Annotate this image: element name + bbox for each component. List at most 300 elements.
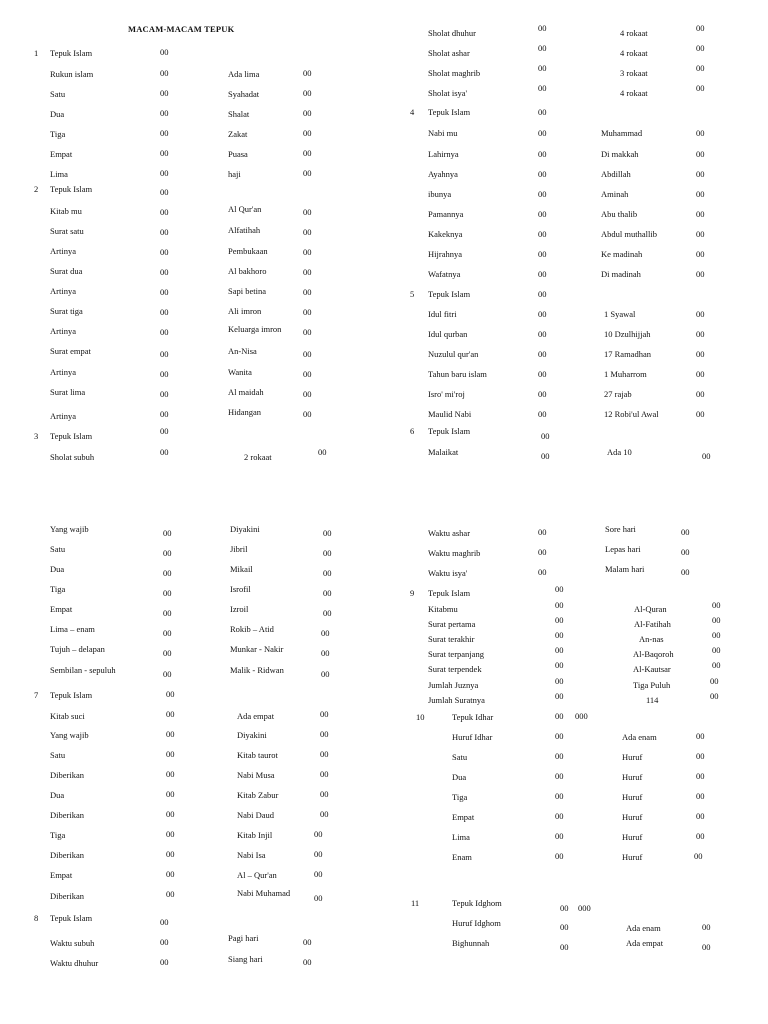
s8-text: 00 [303, 957, 312, 967]
s3-text: Sholat subuh [50, 452, 95, 462]
s5-text: 00 [538, 369, 547, 379]
s7-text: Al – Qur'an [237, 870, 277, 880]
s2-text: 00 [303, 307, 312, 317]
s9-text: 00 [555, 584, 564, 594]
s2-text: Keluarga imron [228, 324, 282, 334]
s1-text: Satu [50, 89, 66, 99]
s3-text: 00 [538, 23, 547, 33]
s9-text: 00 [710, 676, 719, 686]
s7-text: 00 [166, 689, 175, 699]
s3-text: 2 rokaat [244, 452, 272, 462]
s1-text: 00 [160, 68, 169, 78]
s6-text: 00 [163, 669, 172, 679]
s11-text: 00 [702, 942, 711, 952]
s10-text: 00 [555, 831, 564, 841]
s8-text: 00 [160, 937, 169, 947]
s8-text: Tepuk Islam [50, 913, 93, 923]
s1-text: 00 [303, 148, 312, 158]
s10-text: 000 [575, 711, 588, 721]
s7-text: 00 [314, 869, 323, 879]
s3-text: 00 [538, 43, 547, 53]
s9-text: 00 [555, 615, 564, 625]
s2-text: 00 [160, 267, 169, 277]
s2-text: An-Nisa [228, 346, 257, 356]
s8-text: Siang hari [228, 954, 263, 964]
s6-text: Satu [50, 544, 66, 554]
s1-text: 00 [303, 128, 312, 138]
s2-text: 00 [160, 349, 169, 359]
s2-text: 00 [303, 267, 312, 277]
s9-text: 00 [712, 630, 721, 640]
s7-text: 00 [320, 709, 329, 719]
s1-text: 00 [160, 148, 169, 158]
s1-text: 00 [160, 168, 169, 178]
s3-text: 4 rokaat [620, 88, 648, 98]
s2-text: 00 [160, 327, 169, 337]
s7-text: Diyakini [237, 730, 267, 740]
s5-text: 1 Syawal [604, 309, 636, 319]
s7-text: 00 [166, 789, 175, 799]
s4-text: 00 [696, 189, 705, 199]
s6-text: 00 [323, 548, 332, 558]
s10-text: 00 [555, 771, 564, 781]
s10-text: 00 [694, 851, 703, 861]
s11-text: Ada enam [626, 923, 661, 933]
s4-text: Abdillah [601, 169, 631, 179]
s3-text: 00 [160, 426, 169, 436]
s5-text: 00 [538, 409, 547, 419]
s3-text: 00 [160, 447, 169, 457]
s6-text: 00 [323, 608, 332, 618]
s7-text: Diberikan [50, 810, 84, 820]
s5-text: 00 [696, 309, 705, 319]
s4-text: 00 [538, 249, 547, 259]
s2-text: 00 [160, 287, 169, 297]
s2-text: Hidangan [228, 407, 262, 417]
s4-text: 00 [538, 209, 547, 219]
s5-text: Tahun baru islam [428, 369, 487, 379]
s9-text: Jumlah Suratnya [428, 695, 485, 705]
s6-text: Empat [50, 604, 73, 614]
s1-text: Zakat [228, 129, 248, 139]
s10-text: Tepuk Idhar [452, 712, 494, 722]
s9-text: Surat terakhir [428, 634, 475, 644]
s9-text: 00 [712, 645, 721, 655]
s2-text: 00 [303, 409, 312, 419]
s1-text: haji [228, 169, 241, 179]
s7-text: 00 [320, 809, 329, 819]
s7-text: 00 [314, 849, 323, 859]
s7-text: 00 [166, 729, 175, 739]
s2-text: 00 [160, 389, 169, 399]
s2-text: Artinya [50, 246, 76, 256]
s2-text: 00 [160, 247, 169, 257]
s7-text: 00 [166, 709, 175, 719]
s6-text: 00 [541, 431, 550, 441]
s2-text: Artinya [50, 367, 76, 377]
s8-text: 00 [160, 917, 169, 927]
s11-text: 00 [560, 942, 569, 952]
s2-text: 00 [160, 409, 169, 419]
s9-text: 114 [646, 695, 659, 705]
s7-text: 00 [314, 893, 323, 903]
s7-text: Kitab Injil [237, 830, 273, 840]
s2-text: Al maidah [228, 387, 264, 397]
s6-text: 00 [163, 568, 172, 578]
s1-text: Puasa [228, 149, 248, 159]
s8-text: 00 [538, 567, 547, 577]
s1-text: Lima [50, 169, 68, 179]
s1-text: Empat [50, 149, 73, 159]
s8-text: Waktu ashar [428, 528, 471, 538]
s8-text: Waktu dhuhur [50, 958, 99, 968]
s2-text: 00 [303, 389, 312, 399]
s10-text: Satu [452, 752, 468, 762]
s3-text: Sholat dhuhur [428, 28, 476, 38]
s11-text: Huruf Idghom [452, 918, 501, 928]
s8-text: Lepas hari [605, 544, 641, 554]
s2-text: Sapi betina [228, 286, 267, 296]
s4-text: 00 [696, 169, 705, 179]
s10-text: Huruf [622, 752, 643, 762]
s1-text: 00 [160, 88, 169, 98]
s4-text: 00 [696, 149, 705, 159]
s5-text: Idul fitri [428, 309, 457, 319]
s9-text: 00 [555, 660, 564, 670]
s6-text: 00 [321, 628, 330, 638]
s4-text: 00 [696, 209, 705, 219]
s5-text: 10 Dzulhijjah [604, 329, 651, 339]
s3-text: 4 rokaat [620, 28, 648, 38]
s5-text: 00 [538, 389, 547, 399]
s2-text: 00 [303, 287, 312, 297]
s6-text: Isrofil [230, 584, 251, 594]
s5-text: Tepuk Islam [428, 289, 471, 299]
s3-text: Tepuk Islam [50, 431, 93, 441]
s8-text: 00 [160, 957, 169, 967]
s6-text: 00 [321, 648, 330, 658]
s7-text: 7 [34, 690, 39, 700]
s2-text: Alfatihah [228, 225, 261, 235]
s5-text: 17 Ramadhan [604, 349, 651, 359]
s6-text: Dua [50, 564, 65, 574]
s7-text: Empat [50, 870, 73, 880]
s4-text: 00 [538, 189, 547, 199]
s9-text: Surat pertama [428, 619, 476, 629]
s1-text: 00 [160, 128, 169, 138]
s5-text: Maulid Nabi [428, 409, 472, 419]
s5-text: 00 [538, 349, 547, 359]
s6-text: Rokib – Atid [230, 624, 274, 634]
s7-text: Diberikan [50, 850, 84, 860]
s10-text: Huruf [622, 832, 643, 842]
s5-text: Isro' mi'roj [428, 389, 465, 399]
s10-text: Huruf [622, 772, 643, 782]
s7-text: 00 [166, 829, 175, 839]
s9-text: 00 [555, 691, 564, 701]
s5-text: 27 rajab [604, 389, 632, 399]
s2-text: 00 [160, 207, 169, 217]
s3-text: Sholat ashar [428, 48, 470, 58]
s2-text: Artinya [50, 326, 76, 336]
s1-text: 1 [34, 48, 39, 58]
s10-text: Dua [452, 772, 467, 782]
s10-text: Tiga [452, 792, 468, 802]
s8-text: Waktu maghrib [428, 548, 481, 558]
s10-text: 00 [555, 731, 564, 741]
s10-text: Huruf [622, 812, 643, 822]
s1-text: Tiga [50, 129, 66, 139]
s6-text: 00 [323, 588, 332, 598]
s7-text: 00 [320, 789, 329, 799]
s7-text: 00 [320, 769, 329, 779]
s4-text: Pamannya [428, 209, 464, 219]
s9-text: 00 [555, 600, 564, 610]
s2-text: 00 [303, 349, 312, 359]
s9-text: Jumlah Juznya [428, 680, 479, 690]
s6-text: Malik - Ridwan [230, 665, 284, 675]
s9-text: Tiga Puluh [633, 680, 671, 690]
s2-text: Wanita [228, 367, 252, 377]
s4-text: Hijrahnya [428, 249, 462, 259]
s6-text: 6 [410, 426, 415, 436]
s4-text: 00 [696, 128, 705, 138]
s7-text: Kitab suci [50, 711, 85, 721]
s8-text: Waktu subuh [50, 938, 95, 948]
s3-text: 00 [696, 83, 705, 93]
s2-text: Surat satu [50, 226, 84, 236]
s8-text: Pagi hari [228, 933, 259, 943]
s11-text: 000 [578, 903, 591, 913]
s8-text: Waktu isya' [428, 568, 468, 578]
s1-text: Ada lima [228, 69, 260, 79]
s4-text: 4 [410, 107, 415, 117]
s2-text: Kitab mu [50, 206, 82, 216]
s9-text: 9 [410, 588, 415, 598]
s11-text: Ada empat [626, 938, 664, 948]
s5-text: 00 [696, 389, 705, 399]
s5-text: 00 [538, 329, 547, 339]
s7-text: Tepuk Islam [50, 690, 93, 700]
s1-text: 00 [160, 47, 169, 57]
s3-text: Sholat maghrib [428, 68, 481, 78]
s4-text: Lahirnya [428, 149, 459, 159]
s4-text: 00 [538, 128, 547, 138]
s9-text: 00 [710, 691, 719, 701]
s5-text: 1 Muharrom [604, 369, 647, 379]
s10-text: 00 [696, 811, 705, 821]
s3-text: 4 rokaat [620, 48, 648, 58]
s11-text: Tepuk Idghom [452, 898, 502, 908]
s7-text: Tiga [50, 830, 66, 840]
s10-text: 00 [555, 711, 564, 721]
s3-text: Sholat isya' [428, 88, 468, 98]
s4-text: Kakeknya [428, 229, 463, 239]
s6-text: 00 [321, 669, 330, 679]
s6-text: 00 [323, 528, 332, 538]
s6-text: Tiga [50, 584, 66, 594]
s8-text: 00 [538, 527, 547, 537]
s11-text: Bighunnah [452, 938, 490, 948]
s10-text: 10 [416, 712, 425, 722]
s9-text: Surat terpanjang [428, 649, 484, 659]
s8-text: 00 [681, 527, 690, 537]
s7-text: Nabi Musa [237, 770, 275, 780]
s6-text: Ada 10 [607, 447, 632, 457]
s3-text: 00 [696, 63, 705, 73]
s7-text: 00 [166, 769, 175, 779]
s9-text: Al-Quran [634, 604, 667, 614]
s7-text: Satu [50, 750, 66, 760]
s2-text: 00 [160, 187, 169, 197]
s5-text: 00 [538, 309, 547, 319]
s10-text: 00 [555, 751, 564, 761]
s7-text: 00 [166, 849, 175, 859]
s9-text: Al-Fatihah [634, 619, 671, 629]
s10-text: Huruf Idhar [452, 732, 493, 742]
s6-text: Diyakini [230, 524, 260, 534]
s7-text: Dua [50, 790, 65, 800]
s3-text: 00 [538, 63, 547, 73]
s5-text: 00 [696, 349, 705, 359]
s1-text: 00 [303, 168, 312, 178]
s8-text: 00 [681, 567, 690, 577]
s8-text: 00 [538, 547, 547, 557]
s1-text: Syahadat [228, 89, 260, 99]
s3-text: 00 [696, 23, 705, 33]
s9-text: Surat terpendek [428, 664, 482, 674]
s9-text: 00 [712, 660, 721, 670]
s1-text: 00 [160, 108, 169, 118]
s1-text: Dua [50, 109, 65, 119]
s7-text: 00 [166, 749, 175, 759]
s10-text: 00 [555, 851, 564, 861]
s4-text: Di madinah [601, 269, 641, 279]
s2-text: Surat dua [50, 266, 83, 276]
s1-text: 00 [303, 68, 312, 78]
s1-text: Shalat [228, 109, 250, 119]
s5-text: 00 [696, 329, 705, 339]
s10-text: 00 [696, 751, 705, 761]
s4-text: 00 [538, 269, 547, 279]
s2-text: Al bakhoro [228, 266, 267, 276]
s6-text: 00 [163, 608, 172, 618]
s3-text: 00 [538, 83, 547, 93]
s4-text: Abdul muthallib [601, 229, 657, 239]
s10-text: Lima [452, 832, 470, 842]
s4-text: 00 [696, 229, 705, 239]
s6-text: 00 [163, 528, 172, 538]
s1-text: Tepuk Islam [50, 48, 93, 58]
s2-text: 00 [303, 327, 312, 337]
s8-text: Sore hari [605, 524, 636, 534]
s5-text: Idul qurban [428, 329, 468, 339]
s4-text: 00 [538, 107, 547, 117]
s10-text: Ada enam [622, 732, 657, 742]
s10-text: 00 [555, 791, 564, 801]
s6-text: Munkar - Nakir [230, 644, 284, 654]
s8-text: 00 [681, 547, 690, 557]
s9-text: 00 [712, 615, 721, 625]
s1-text: 00 [303, 108, 312, 118]
s1-text: Rukun islam [50, 69, 94, 79]
s6-text: Jibril [230, 544, 248, 554]
s7-text: Diberikan [50, 770, 84, 780]
s6-text: 00 [163, 588, 172, 598]
s6-text: Tepuk Islam [428, 426, 471, 436]
s10-text: 00 [696, 771, 705, 781]
s6-text: 00 [163, 548, 172, 558]
s4-text: Nabi mu [428, 128, 458, 138]
s2-text: Ali imron [228, 306, 262, 316]
s9-text: 00 [555, 645, 564, 655]
s11-text: 00 [560, 903, 569, 913]
s3-text: 00 [696, 43, 705, 53]
s11-text: 00 [560, 922, 569, 932]
s2-text: 00 [303, 207, 312, 217]
s4-text: ibunya [428, 189, 452, 199]
s7-text: Kitab Zabur [237, 790, 279, 800]
s6-text: Tujuh – delapan [50, 644, 105, 654]
s2-text: 00 [160, 307, 169, 317]
s6-text: Sembilan - sepuluh [50, 665, 116, 675]
s5-text: 5 [410, 289, 415, 299]
s4-text: 00 [696, 249, 705, 259]
s5-text: 00 [696, 409, 705, 419]
s7-text: Nabi Daud [237, 810, 275, 820]
s2-text: Surat empat [50, 346, 91, 356]
s2-text: Artinya [50, 411, 76, 421]
s7-text: 00 [166, 809, 175, 819]
s8-text: Malam hari [605, 564, 645, 574]
s1-text: 00 [303, 88, 312, 98]
s2-text: 00 [303, 247, 312, 257]
s9-text: Al-Kautsar [633, 664, 671, 674]
s6-text: Malaikat [428, 447, 459, 457]
s4-text: Ayahnya [428, 169, 458, 179]
s11-text: 00 [702, 922, 711, 932]
s6-text: 00 [541, 451, 550, 461]
s7-text: 00 [166, 889, 175, 899]
s6-text: Izroil [230, 604, 249, 614]
s2-text: Surat lima [50, 387, 86, 397]
s5-text: 00 [538, 289, 547, 299]
s2-text: 00 [303, 227, 312, 237]
s7-text: Nabi Isa [237, 850, 266, 860]
s9-text: Kitabmu [428, 604, 458, 614]
s10-text: Enam [452, 852, 472, 862]
s6-text: Lima – enam [50, 624, 95, 634]
s6-text: 00 [163, 648, 172, 658]
s7-text: Diberikan [50, 891, 84, 901]
s5-text: 00 [696, 369, 705, 379]
s9-text: 00 [555, 676, 564, 686]
s10-text: 00 [696, 831, 705, 841]
s7-text: Yang wajib [50, 730, 89, 740]
s3-text: 3 [34, 431, 39, 441]
s4-text: Tepuk Islam [428, 107, 471, 117]
s7-text: Kitab taurot [237, 750, 278, 760]
s9-text: 00 [555, 630, 564, 640]
s4-text: Ke madinah [601, 249, 643, 259]
s10-text: Empat [452, 812, 475, 822]
s4-text: 00 [696, 269, 705, 279]
s2-text: Pembukaan [228, 246, 268, 256]
s4-text: 00 [538, 229, 547, 239]
s10-text: Huruf [622, 792, 643, 802]
s4-text: Di makkah [601, 149, 639, 159]
s2-text: 00 [160, 369, 169, 379]
